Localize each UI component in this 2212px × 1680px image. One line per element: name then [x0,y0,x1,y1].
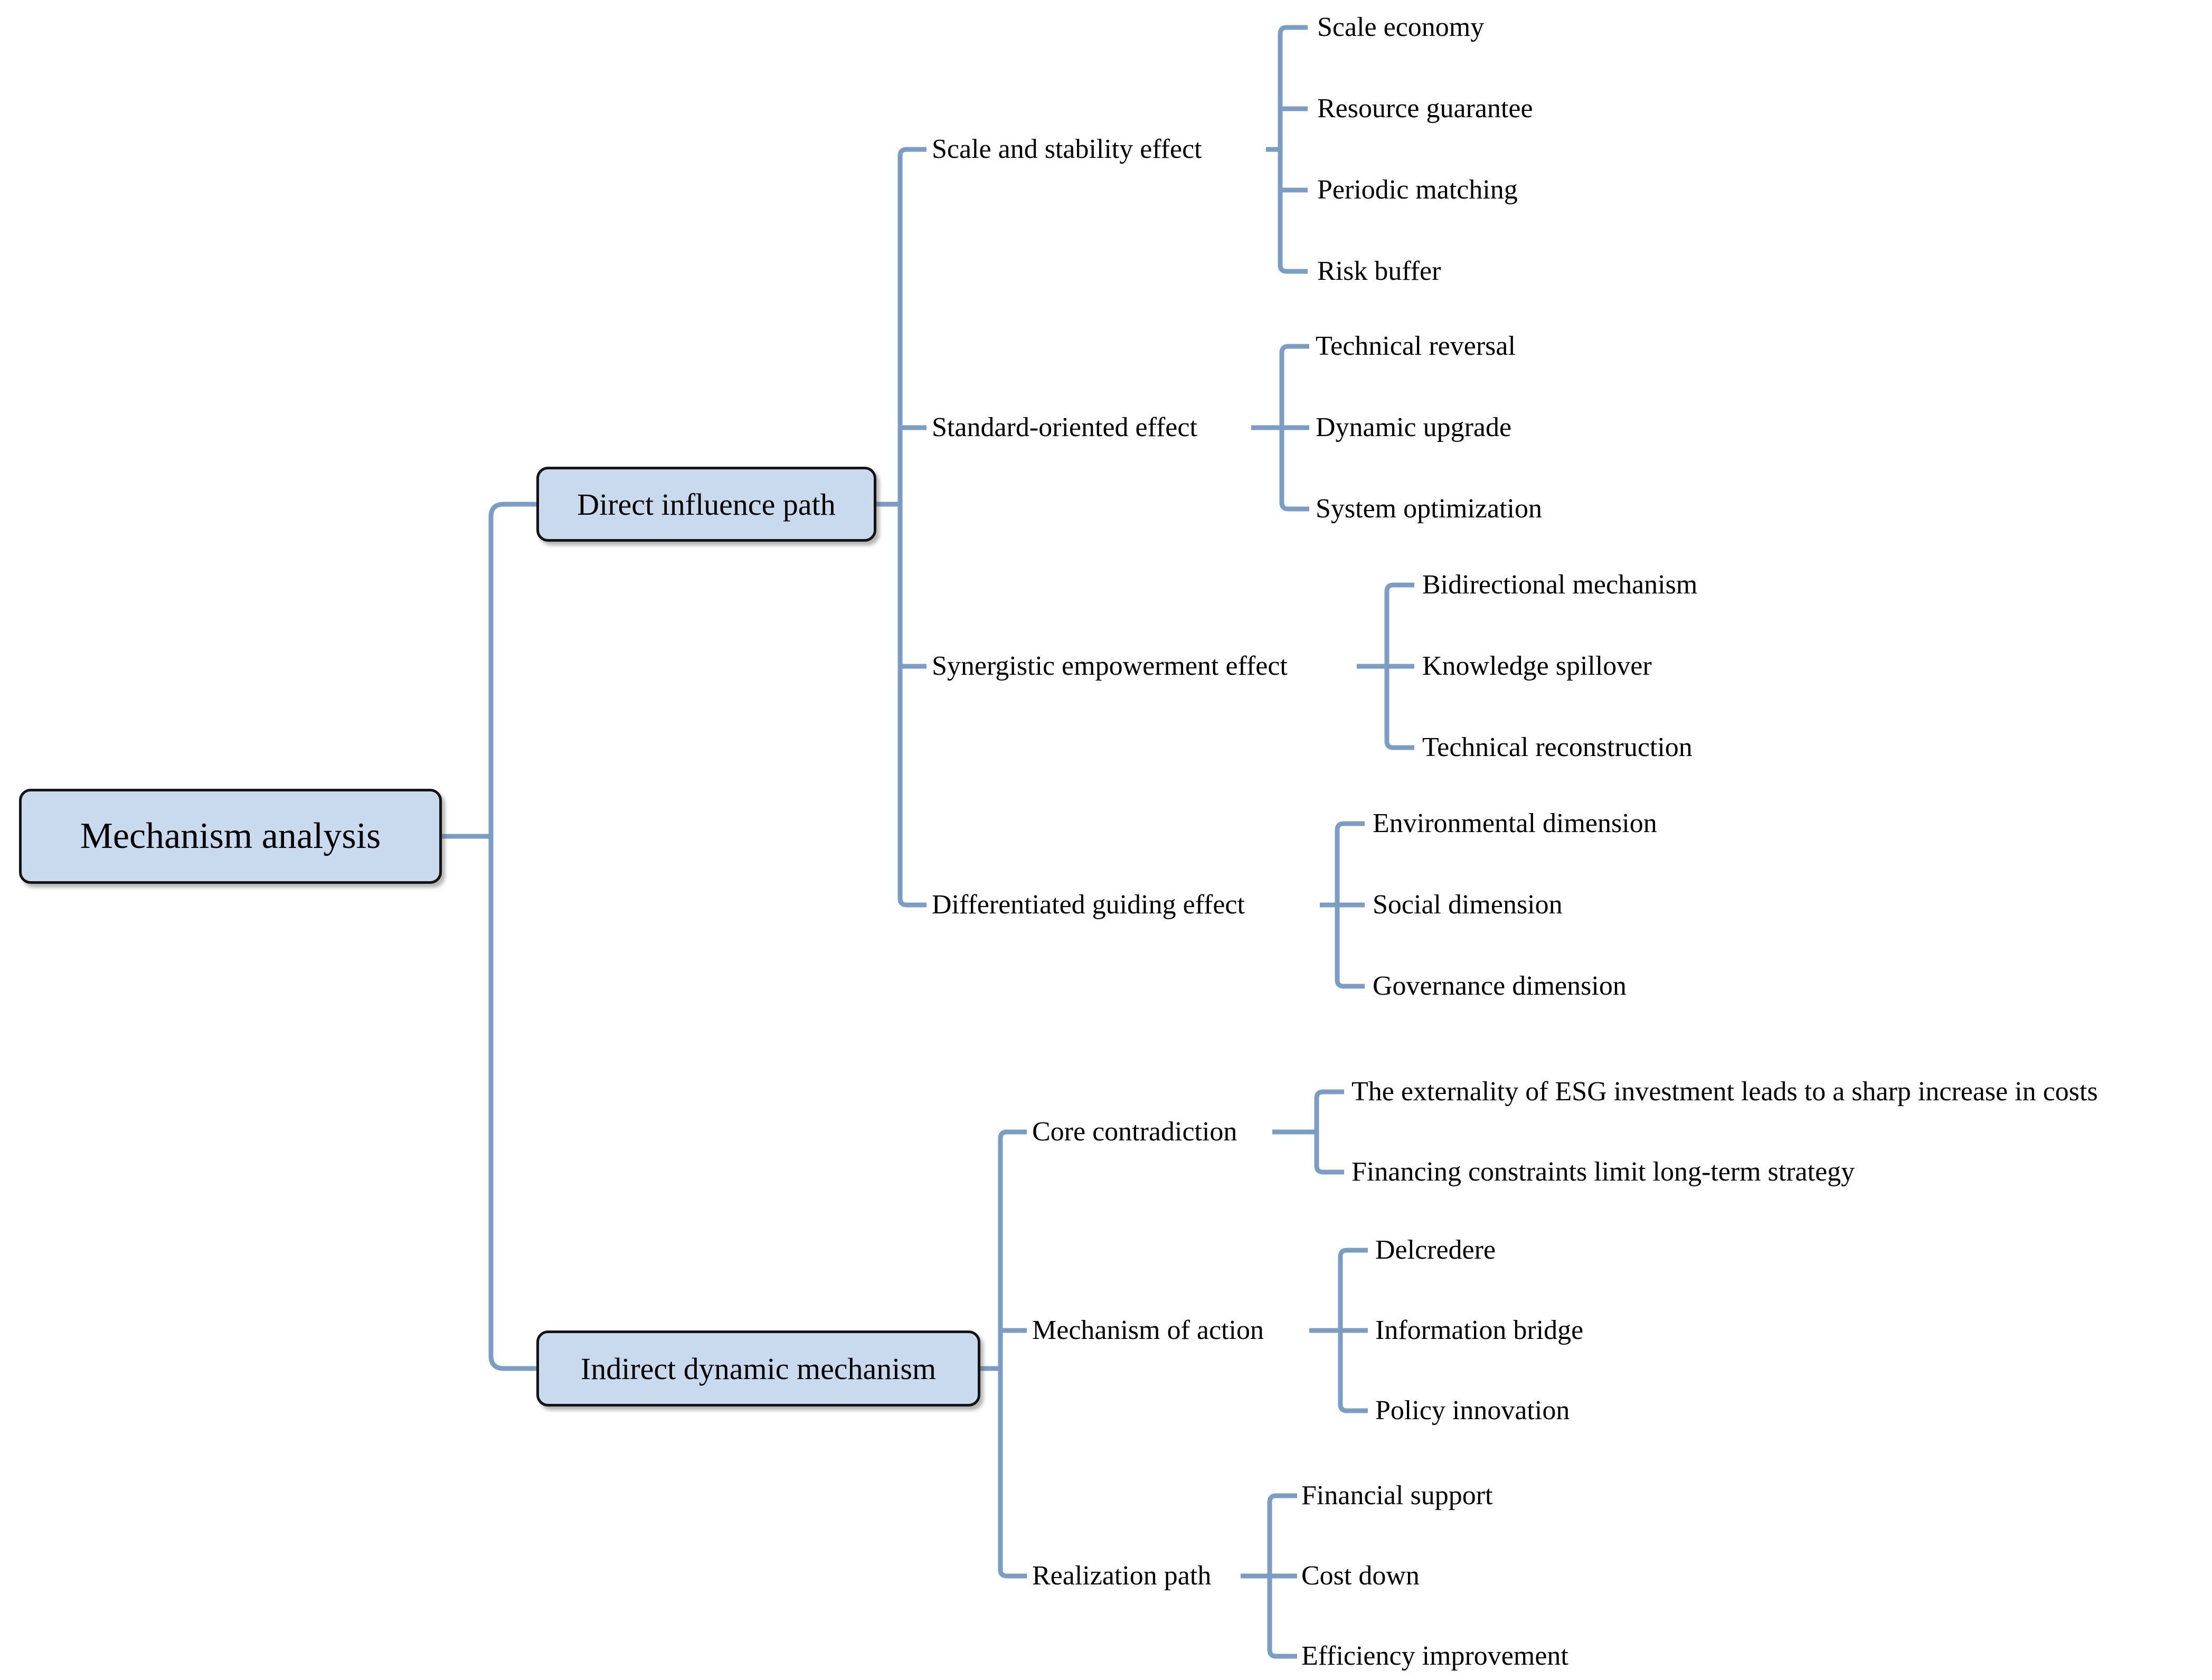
connector-path [1280,27,1308,271]
root-node-mechanism-analysis [19,789,442,884]
root-node-label: Mechanism analysis [80,816,381,856]
leaf-node-financial-support: Financial support [1301,1480,1493,1511]
leaf-node-delcredere: Delcredere [1375,1235,1496,1266]
mechanism-of-action-connectors [1309,1250,1368,1411]
branch-node-indirect-dynamic-mechanism [536,1330,980,1407]
realization-path-connectors [1241,1496,1297,1656]
leaf-node-technical-reconstruction: Technical reconstruction [1422,732,1693,763]
standard-oriented-connectors [1251,346,1309,509]
branch-node-label: Direct influence path [577,487,836,522]
leaf-node-efficiency-improvement: Efficiency improvement [1301,1641,1568,1672]
group-node-standard-oriented-effect: Standard-oriented effect [932,412,1197,443]
direct-branch-connectors [876,149,927,905]
leaf-node-environmental-dimension: Environmental dimension [1373,808,1657,839]
core-contradiction-connectors [1272,1092,1344,1172]
group-node-differentiated-guiding-effect: Differentiated guiding effect [932,890,1245,920]
leaf-node-technical-reversal: Technical reversal [1316,331,1516,362]
leaf-node-resource-guarantee: Resource guarantee [1317,93,1533,124]
leaf-node-information-bridge: Information bridge [1375,1315,1584,1346]
connector-path [491,504,536,1368]
branch-node-label: Indirect dynamic mechanism [580,1351,937,1386]
indirect-branch-connectors [980,1132,1027,1576]
leaf-node-system-optimization: System optimization [1316,494,1542,524]
group-node-synergistic-empowerment-effect: Synergistic empowerment effect [932,651,1288,682]
group-node-scale-and-stability-effect: Scale and stability effect [932,134,1202,165]
leaf-node-knowledge-spillover: Knowledge spillover [1422,651,1652,682]
leaf-node-financing-constraints: Financing constraints limit long-term strategy [1351,1157,1855,1187]
group-node-core-contradiction: Core contradiction [1032,1117,1237,1147]
root-to-branch-connectors [442,504,536,1368]
leaf-node-scale-economy: Scale economy [1317,12,1485,43]
leaf-node-policy-innovation: Policy innovation [1375,1395,1570,1426]
leaf-node-social-dimension: Social dimension [1373,890,1563,920]
differentiated-connectors [1320,824,1365,986]
leaf-node-dynamic-upgrade: Dynamic upgrade [1316,412,1512,443]
leaf-node-risk-buffer: Risk buffer [1317,256,1441,287]
branch-node-direct-influence-path [536,467,876,542]
synergistic-connectors [1357,585,1414,748]
connector-path [900,149,927,905]
leaf-node-bidirectional-mechanism: Bidirectional mechanism [1422,570,1698,600]
leaf-node-cost-down: Cost down [1301,1561,1420,1591]
group-node-mechanism-of-action: Mechanism of action [1032,1315,1264,1346]
leaf-node-periodic-matching: Periodic matching [1317,175,1518,205]
connector-path [1317,1092,1344,1172]
leaf-node-governance-dimension: Governance dimension [1373,971,1627,1002]
leaf-node-esg-externality-costs: The externality of ESG investment leads to a sharp increase in costs [1351,1077,2098,1107]
connector-path [1000,1132,1027,1576]
group-node-realization-path: Realization path [1032,1561,1212,1591]
scale-stability-connectors [1266,27,1308,271]
